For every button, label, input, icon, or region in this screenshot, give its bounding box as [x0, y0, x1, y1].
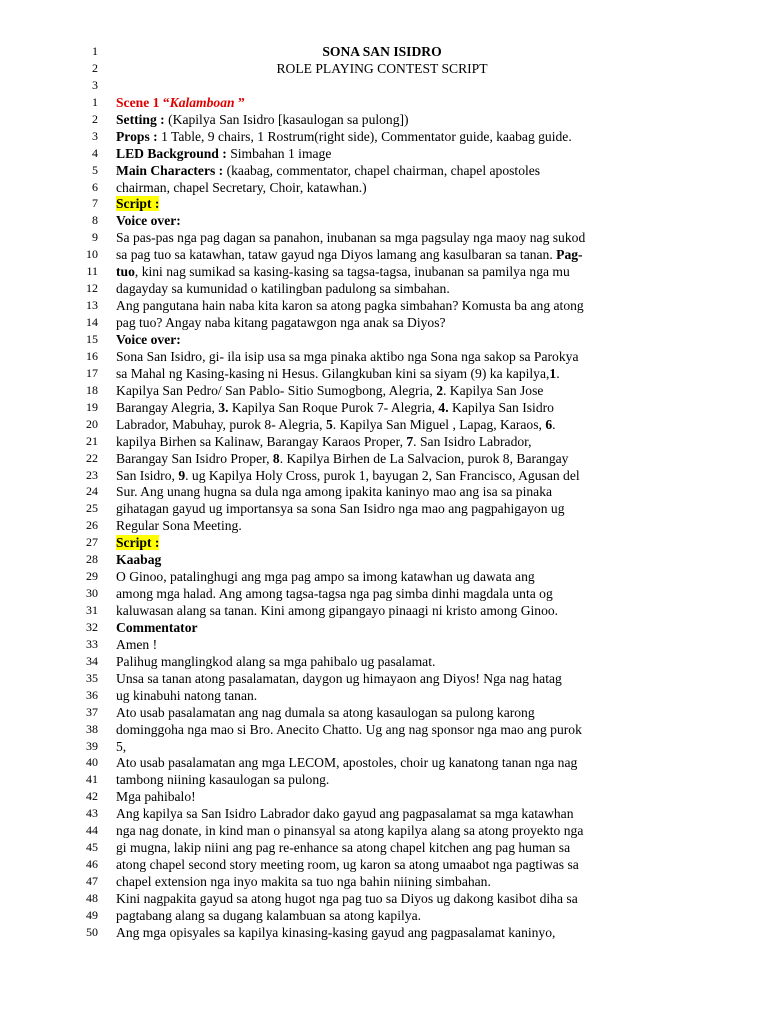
script-line	[0, 314, 768, 331]
text-run: . San Isidro Labrador,	[413, 433, 532, 449]
line-text	[116, 754, 577, 771]
text-run: Simbahan 1 image	[230, 145, 332, 161]
text-run: 4.	[438, 399, 449, 415]
line-number: 35	[86, 670, 98, 685]
script-line	[0, 856, 768, 873]
line-number: 2	[92, 60, 98, 75]
line-text	[116, 924, 555, 941]
text-run: Script :	[116, 535, 160, 551]
script-line	[0, 195, 768, 212]
line-number: 15	[86, 331, 98, 346]
script-line	[0, 246, 768, 263]
script-line	[0, 382, 768, 399]
line-number: 18	[86, 382, 98, 397]
text-run: Scene 1 “	[116, 94, 170, 110]
line-number: 31	[86, 603, 98, 618]
line-number: 5	[92, 162, 98, 177]
line-text	[116, 263, 570, 280]
text-run: (kaabag, commentator, chapel chairman, chapel apostoles	[226, 162, 541, 178]
script-line	[0, 788, 768, 805]
script-line	[0, 77, 768, 94]
line-text	[116, 195, 159, 212]
script-line	[0, 145, 768, 162]
line-number: 27	[86, 535, 98, 550]
line-text	[116, 568, 535, 585]
text-run: . ug Kapilya Holy Cross, purok 1, bayugan 2, San Francisco, Agusan del	[185, 467, 580, 483]
text-run: 6	[545, 416, 553, 432]
text-run: , kini nag sumikad sa kasing-kasing sa tagsa-tagsa, inubanan sa pamilya nga mu	[134, 264, 570, 280]
script-line	[0, 263, 768, 280]
line-number: 22	[86, 450, 98, 465]
line-number: 3	[92, 77, 98, 92]
line-text	[116, 483, 552, 500]
line-number: 1	[92, 94, 98, 109]
line-text	[116, 246, 583, 263]
line-text	[116, 43, 648, 60]
text-run: Sona San Isidro, gi- ila isip usa sa mga pinaka aktibo nga Sona nga sakop sa Parokya	[116, 348, 579, 364]
text-run: tambong niining kasaulogan sa pulong.	[116, 772, 330, 788]
line-number: 25	[86, 501, 98, 516]
text-run: Amen !	[116, 636, 158, 652]
text-run: ROLE PLAYING CONTEST SCRIPT	[276, 60, 488, 76]
script-line	[0, 822, 768, 839]
text-run: nga nag donate, in kind man o pinansyal sa atong kapilya alang sa atong proyekto nga	[116, 823, 584, 839]
line-number: 13	[86, 298, 98, 313]
text-run: Kalamboan	[169, 94, 238, 110]
line-text	[116, 602, 558, 619]
line-text	[116, 890, 578, 907]
script-line	[0, 771, 768, 788]
line-number: 7	[92, 196, 98, 211]
text-run: kapilya Birhen sa Kalinaw, Barangay Karaos Proper,	[116, 433, 407, 449]
line-number: 48	[86, 891, 98, 905]
line-number: 28	[86, 552, 98, 567]
script-line	[0, 636, 768, 653]
text-run: ”	[238, 94, 245, 110]
line-number: 43	[86, 806, 98, 821]
script-line	[0, 873, 768, 890]
line-text	[116, 551, 161, 568]
script-line	[0, 568, 768, 585]
line-text	[116, 280, 450, 297]
text-run: 7	[406, 433, 414, 449]
line-text	[116, 229, 585, 246]
script-line	[0, 483, 768, 500]
script-line	[0, 229, 768, 246]
line-text	[116, 517, 242, 534]
script-line	[0, 179, 768, 196]
script-line	[0, 585, 768, 602]
script-line	[0, 805, 768, 822]
line-number: 41	[86, 772, 98, 787]
script-line	[0, 399, 768, 416]
script-line	[0, 721, 768, 738]
line-number: 23	[86, 467, 98, 482]
script-line	[0, 94, 768, 111]
script-line	[0, 670, 768, 687]
text-run: . Kapilya Birhen de La Salvacion, purok 8, Barangay	[279, 450, 569, 466]
script-line	[0, 433, 768, 450]
script-line	[0, 280, 768, 297]
text-run: Mga pahibalo!	[116, 789, 196, 805]
line-number: 36	[86, 687, 98, 702]
script-line	[0, 60, 768, 77]
script-line	[0, 331, 768, 348]
line-text	[116, 94, 245, 111]
text-run: LED Background :	[116, 145, 231, 161]
line-text	[116, 788, 196, 805]
script-line	[0, 924, 768, 941]
line-number: 11	[86, 264, 98, 279]
line-number: 4	[92, 145, 98, 160]
line-text	[116, 636, 157, 653]
line-text	[116, 297, 584, 314]
script-line	[0, 128, 768, 145]
line-number: 50	[86, 924, 98, 939]
line-text	[116, 721, 582, 738]
text-run: gihatagan gayud ug importansya sa sona San Isidro nga mao ang pagpahigayon ug	[116, 501, 565, 517]
line-text	[116, 450, 568, 467]
line-text	[116, 585, 553, 602]
text-run: pagtabang alang sa dugang kalambuan sa atong kapilya.	[116, 907, 422, 923]
line-number: 44	[86, 823, 98, 838]
line-number: 20	[86, 416, 98, 431]
text-run: tuo	[116, 264, 135, 280]
line-text	[116, 687, 257, 704]
line-text	[116, 416, 556, 433]
line-text	[116, 314, 446, 331]
line-text	[116, 365, 560, 382]
text-run: .	[556, 365, 560, 381]
text-run: Ang mga opisyales sa kapilya kinasing-kasing gayud ang pagpasalamat kaninyo,	[116, 924, 556, 940]
line-number: 30	[86, 586, 98, 601]
text-run: Kapilya San Pedro/ San Pablo- Sitio Sumogbong, Alegria,	[116, 382, 437, 398]
line-text	[116, 805, 574, 822]
line-text	[116, 212, 181, 229]
text-run: 2	[436, 382, 443, 398]
line-number: 38	[86, 721, 98, 736]
text-run: .	[552, 416, 556, 432]
line-number: 8	[92, 213, 98, 228]
text-run: pag tuo? Angay naba kitang pagatawgon nga anak sa Diyos?	[116, 315, 446, 331]
text-run: kaluwasan alang sa tanan. Kini among gipangayo pinaagi ni kristo among Ginoo.	[116, 603, 559, 619]
script-line	[0, 111, 768, 128]
line-number: 34	[86, 653, 98, 668]
line-number: 6	[92, 179, 98, 194]
text-run: Kaabag	[116, 552, 162, 568]
line-number: 16	[86, 348, 98, 363]
script-line	[0, 450, 768, 467]
line-number: 2	[92, 111, 98, 126]
line-text	[116, 822, 583, 839]
line-number: 14	[86, 315, 98, 330]
script-line	[0, 551, 768, 568]
line-text	[116, 704, 535, 721]
line-text	[116, 162, 540, 179]
text-run: Barangay San Isidro Proper,	[116, 450, 273, 466]
line-number: 3	[92, 128, 98, 143]
text-run: 9	[178, 467, 186, 483]
line-number: 42	[86, 789, 98, 804]
text-run: O Ginoo, patalinghugi ang mga pag ampo sa imong katawhan ug dawata ang	[116, 569, 535, 585]
script-line	[0, 602, 768, 619]
script-line	[0, 517, 768, 534]
line-text	[116, 873, 491, 890]
line-text	[116, 738, 126, 755]
line-text	[116, 382, 543, 399]
script-line	[0, 467, 768, 484]
text-run: Props :	[116, 128, 162, 144]
line-text	[116, 348, 578, 365]
script-line	[0, 653, 768, 670]
line-number: 40	[86, 755, 98, 770]
script-line	[0, 754, 768, 771]
line-text	[116, 399, 554, 416]
line-number: 33	[86, 636, 98, 651]
line-number: 26	[86, 518, 98, 533]
text-run: Barangay Alegria,	[116, 399, 219, 415]
text-run: Ang pangutana hain naba kita karon sa atong pagka simbahan? Komusta ba ang atong	[116, 298, 584, 314]
line-number: 1	[92, 44, 98, 58]
text-run: dagayday sa kumunidad o katilingban padulong sa simbahan.	[116, 281, 450, 297]
script-line	[0, 416, 768, 433]
text-run: chapel extension nga inyo makita sa tuo nga bahin niining simbahan.	[116, 874, 491, 890]
text-run: 5,	[116, 738, 127, 754]
text-run: 8	[272, 450, 280, 466]
line-text	[116, 534, 159, 551]
script-line	[0, 297, 768, 314]
line-number: 49	[86, 907, 98, 922]
line-text	[116, 467, 580, 484]
line-text	[116, 433, 532, 450]
text-run: 5	[325, 416, 333, 432]
line-text	[116, 907, 421, 924]
line-text	[116, 771, 329, 788]
text-run: Sa pas-pas nga pag dagan sa panahon, inubanan sa mga pagsulay nga maoy nag sukod	[116, 230, 586, 246]
line-number: 29	[86, 569, 98, 584]
line-number: 39	[86, 738, 98, 753]
line-text	[116, 856, 579, 873]
text-run: 3.	[218, 399, 229, 415]
text-run: ug kinabuhi natong tanan.	[116, 687, 258, 703]
line-text	[116, 179, 367, 196]
text-run: Commentator	[116, 619, 198, 635]
text-run: (Kapilya San Isidro [kasaulogan sa pulong])	[168, 111, 409, 127]
script-line	[0, 534, 768, 551]
text-run: Kini nagpakita gayud sa atong hugot nga pag tuo sa Diyos ug dakong kasibot diha sa	[116, 891, 578, 906]
line-number: 46	[86, 857, 98, 872]
text-run: chairman, chapel Secretary, Choir, katawhan.)	[116, 179, 367, 195]
script-line	[0, 704, 768, 721]
line-number: 47	[86, 874, 98, 889]
text-run: Kapilya San Isidro	[448, 399, 554, 415]
text-run: 1	[549, 365, 557, 381]
text-run: dominggoha nga mao si Bro. Anecito Chatto. Ug ang nag sponsor nga mao ang purok	[116, 721, 582, 737]
text-run: Setting :	[116, 111, 169, 127]
text-run: Regular Sona Meeting.	[116, 518, 242, 534]
script-line	[0, 365, 768, 382]
script-line	[0, 738, 768, 755]
text-run: Main Characters :	[116, 162, 227, 178]
text-run: atong chapel second story meeting room, ug karon sa atong umaabot nga pagtiwas sa	[116, 857, 579, 873]
script-line	[0, 839, 768, 856]
line-number: 10	[86, 247, 98, 262]
line-number: 21	[86, 433, 98, 448]
script-line	[0, 619, 768, 636]
text-run: among mga halad. Ang among tagsa-tagsa nga pag simba dinhi magdala unta og	[116, 586, 553, 602]
script-line	[0, 43, 768, 60]
text-run: Ato usab pasalamatan ang mga LECOM, apostoles, choir ug kanatong tanan nga nag	[116, 755, 578, 771]
text-run: Unsa sa tanan atong pasalamatan, daygon ug himayaon ang Diyos! Nga nag hatag	[116, 670, 562, 686]
text-run: Sur. Ang unang hugna sa dula nga among ipakita kaninyo mao ang isa sa pinaka	[116, 484, 553, 500]
text-run: Ato usab pasalamatan ang nag dumala sa atong kasaulogan sa pulong karong	[116, 704, 535, 720]
line-text	[116, 839, 570, 856]
script-line	[0, 907, 768, 924]
line-number: 32	[86, 619, 98, 634]
text-run: sa Mahal ng Kasing-kasing ni Hesus. Gilangkuban kini sa siyam (9) ka kapilya,	[116, 365, 550, 381]
line-number: 19	[86, 399, 98, 414]
line-text	[116, 60, 648, 77]
line-text	[116, 653, 435, 670]
line-text	[116, 619, 198, 636]
text-run: Ang kapilya sa San Isidro Labrador dako gayud ang pagpasalamat sa mga katawhan	[116, 806, 574, 822]
line-text	[116, 128, 572, 145]
text-run: Voice over:	[116, 213, 181, 229]
text-run: . Kapilya San Jose	[443, 382, 544, 398]
line-text	[116, 331, 181, 348]
line-text	[116, 111, 409, 128]
line-number: 37	[86, 704, 98, 719]
text-run: sa pag tuo sa katawhan, tataw gayud nga Diyos lamang ang kasulbaran sa tanan.	[116, 247, 557, 263]
line-text	[116, 500, 565, 517]
text-run: . Kapilya San Miguel , Lapag, Karaos,	[332, 416, 546, 432]
line-number: 24	[86, 484, 98, 499]
text-run: Palihug manglingkod alang sa mga pahibalo ug pasalamat.	[116, 653, 436, 669]
script-line	[0, 500, 768, 517]
text-run: 1 Table, 9 chairs, 1 Rostrum(right side), Commentator guide, kaabag guide.	[161, 128, 572, 144]
script-line	[0, 890, 768, 907]
text-run: Pag-	[556, 247, 583, 263]
line-number: 17	[86, 365, 98, 380]
line-text	[116, 145, 331, 162]
text-run: gi mugna, lakip niini ang pag re-enhance sa atong chapel kitchen ang pag human sa	[116, 840, 571, 856]
text-run: Script :	[116, 196, 160, 212]
text-run: San Isidro,	[116, 467, 179, 483]
script-line	[0, 348, 768, 365]
line-number: 12	[86, 281, 98, 296]
script-line	[0, 687, 768, 704]
line-text	[116, 670, 562, 687]
line-number: 9	[92, 230, 98, 245]
script-line	[0, 162, 768, 179]
text-run: Labrador, Mabuhay, purok 8- Alegria,	[116, 416, 326, 432]
line-number: 45	[86, 840, 98, 855]
script-line	[0, 212, 768, 229]
text-run: SONA SAN ISIDRO	[322, 44, 442, 59]
text-run: Kapilya San Roque Purok 7- Alegria,	[228, 399, 439, 415]
text-run: Voice over:	[116, 331, 181, 347]
